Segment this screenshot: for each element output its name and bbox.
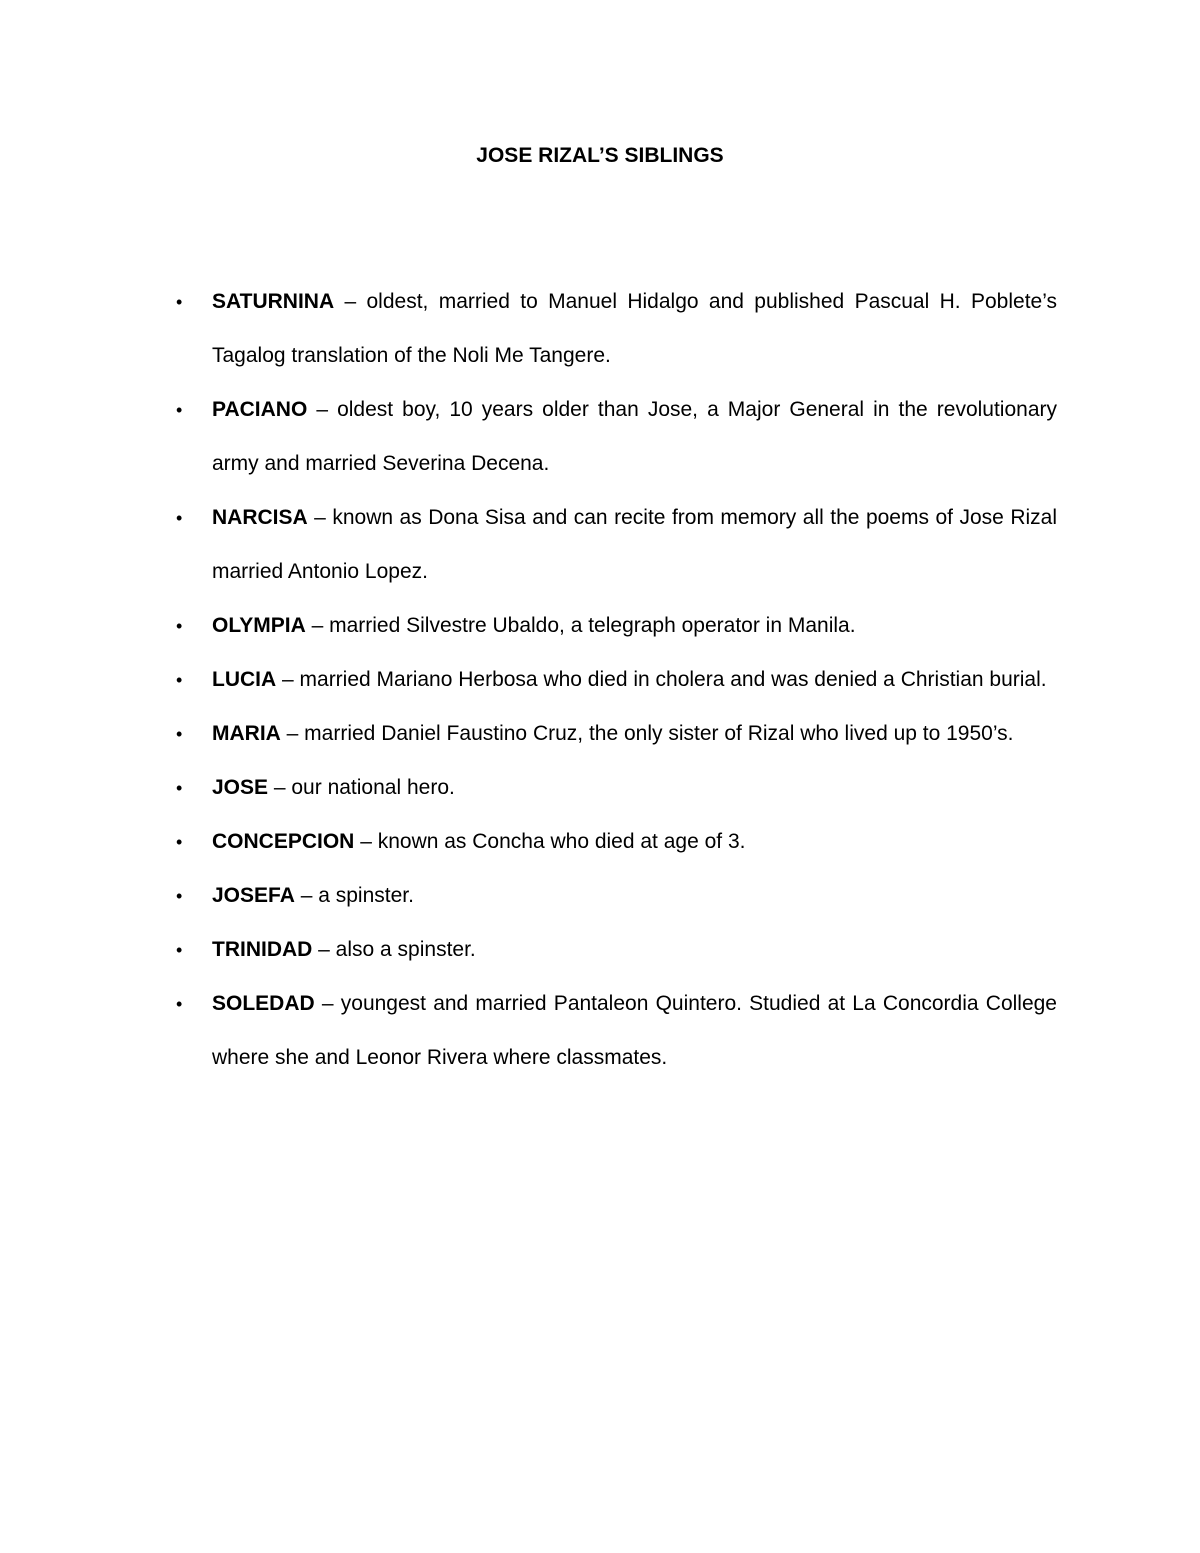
- sibling-description: – married Silvestre Ubaldo, a telegraph operator in Manila.: [305, 614, 856, 637]
- bullet-icon: •: [176, 508, 183, 528]
- bullet-icon: •: [176, 994, 183, 1014]
- bullet-icon: •: [176, 292, 183, 312]
- sibling-description: – youngest and married Pantaleon Quintero. Studied at La Concordia College where she and Leonor Rivera where classmates.: [212, 992, 1057, 1069]
- sibling-description: – married Mariano Herbosa who died in cholera and was denied a Christian burial.: [276, 668, 1047, 691]
- list-item: [176, 491, 1057, 599]
- sibling-description: – our national hero.: [268, 776, 455, 799]
- list-item: [176, 707, 1057, 761]
- sibling-name: CONCEPCION: [212, 830, 355, 853]
- sibling-name: MARIA: [212, 722, 281, 745]
- sibling-name: LUCIA: [212, 668, 277, 691]
- bullet-icon: •: [176, 400, 183, 420]
- list-item: [176, 383, 1057, 491]
- list-item: [176, 275, 1057, 383]
- bullet-icon: •: [176, 778, 183, 798]
- bullet-icon: •: [176, 616, 183, 636]
- sibling-name: NARCISA: [212, 506, 308, 529]
- sibling-description: – oldest boy, 10 years older than Jose, a Major General in the revolutionary army and married Severina Decena.: [212, 398, 1057, 475]
- sibling-name: PACIANO: [212, 398, 308, 421]
- list-item: [176, 599, 1057, 653]
- sibling-name: JOSEFA: [212, 884, 295, 907]
- sibling-description: – also a spinster.: [312, 938, 476, 961]
- sibling-description: – married Daniel Faustino Cruz, the only sister of Rizal who lived up to 1950’s.: [280, 722, 1014, 745]
- list-item: [176, 869, 1057, 923]
- list-item: [176, 923, 1057, 977]
- bullet-icon: •: [176, 940, 183, 960]
- sibling-name: TRINIDAD: [212, 938, 313, 961]
- bullet-icon: •: [176, 724, 183, 744]
- sibling-description: – known as Concha who died at age of 3.: [354, 830, 746, 853]
- sibling-name: JOSE: [212, 776, 269, 799]
- list-item: [176, 977, 1057, 1085]
- sibling-description: – a spinster.: [294, 884, 414, 907]
- sibling-name: SOLEDAD: [212, 992, 315, 1015]
- sibling-description: – known as Dona Sisa and can recite from memory all the poems of Jose Rizal married Antonio Lopez.: [212, 506, 1057, 583]
- sibling-name: SATURNINA: [212, 290, 335, 313]
- list-item: [176, 653, 1057, 707]
- list-item: [176, 815, 1057, 869]
- sibling-name: OLYMPIA: [212, 614, 306, 637]
- sibling-description: – oldest, married to Manuel Hidalgo and published Pascual H. Poblete’s Tagalog translation of the Noli Me Tangere.: [212, 290, 1057, 367]
- page-title: JOSE RIZAL’S SIBLINGS: [476, 144, 724, 167]
- bullet-icon: •: [176, 886, 183, 906]
- bullet-icon: •: [176, 832, 183, 852]
- bullet-icon: •: [176, 670, 183, 690]
- list-item: [176, 761, 1057, 815]
- sibling-list: [176, 275, 1057, 1085]
